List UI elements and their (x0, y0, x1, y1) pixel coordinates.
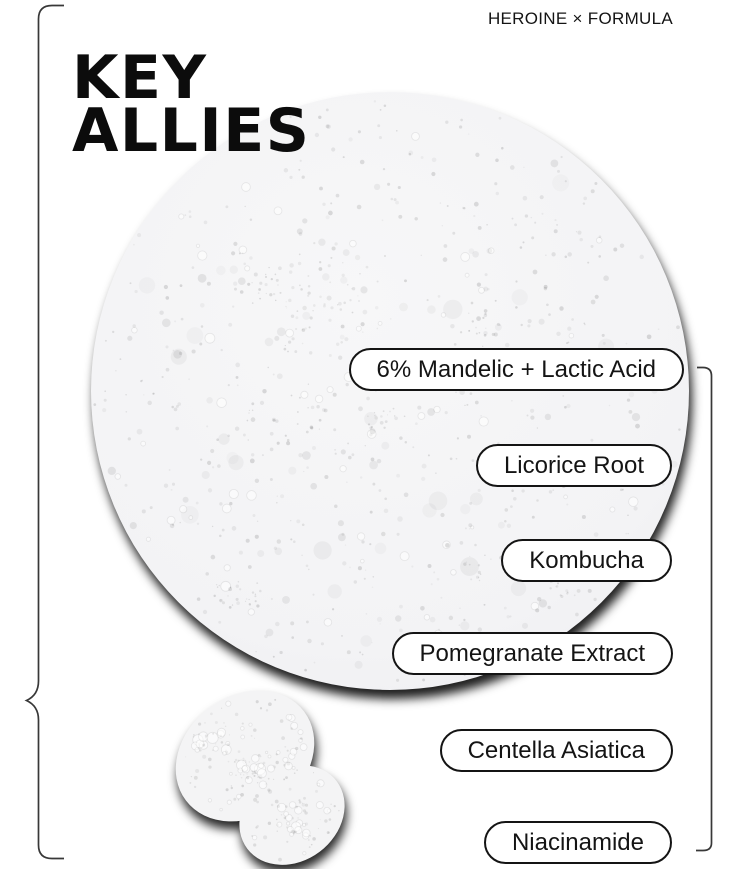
ingredient-pill-pomegranate-extract: Pomegranate Extract (392, 632, 673, 675)
ingredient-pill-licorice-root: Licorice Root (476, 444, 672, 487)
ingredient-pill-mandelic-lactic-acid: 6% Mandelic + Lactic Acid (349, 348, 684, 391)
ingredient-pill-niacinamide: Niacinamide (484, 821, 672, 864)
brand-label: HEROINE × FORMULA (487, 9, 673, 28)
right-bracket (696, 368, 712, 851)
ingredient-pill-centella-asiatica: Centella Asiatica (440, 729, 673, 772)
left-curly-brace (27, 6, 65, 859)
heading-line2: ALLIES (72, 96, 311, 166)
heading-line1: KEY (72, 43, 208, 113)
page-title (72, 43, 311, 166)
ingredient-pill-kombucha: Kombucha (501, 539, 672, 582)
